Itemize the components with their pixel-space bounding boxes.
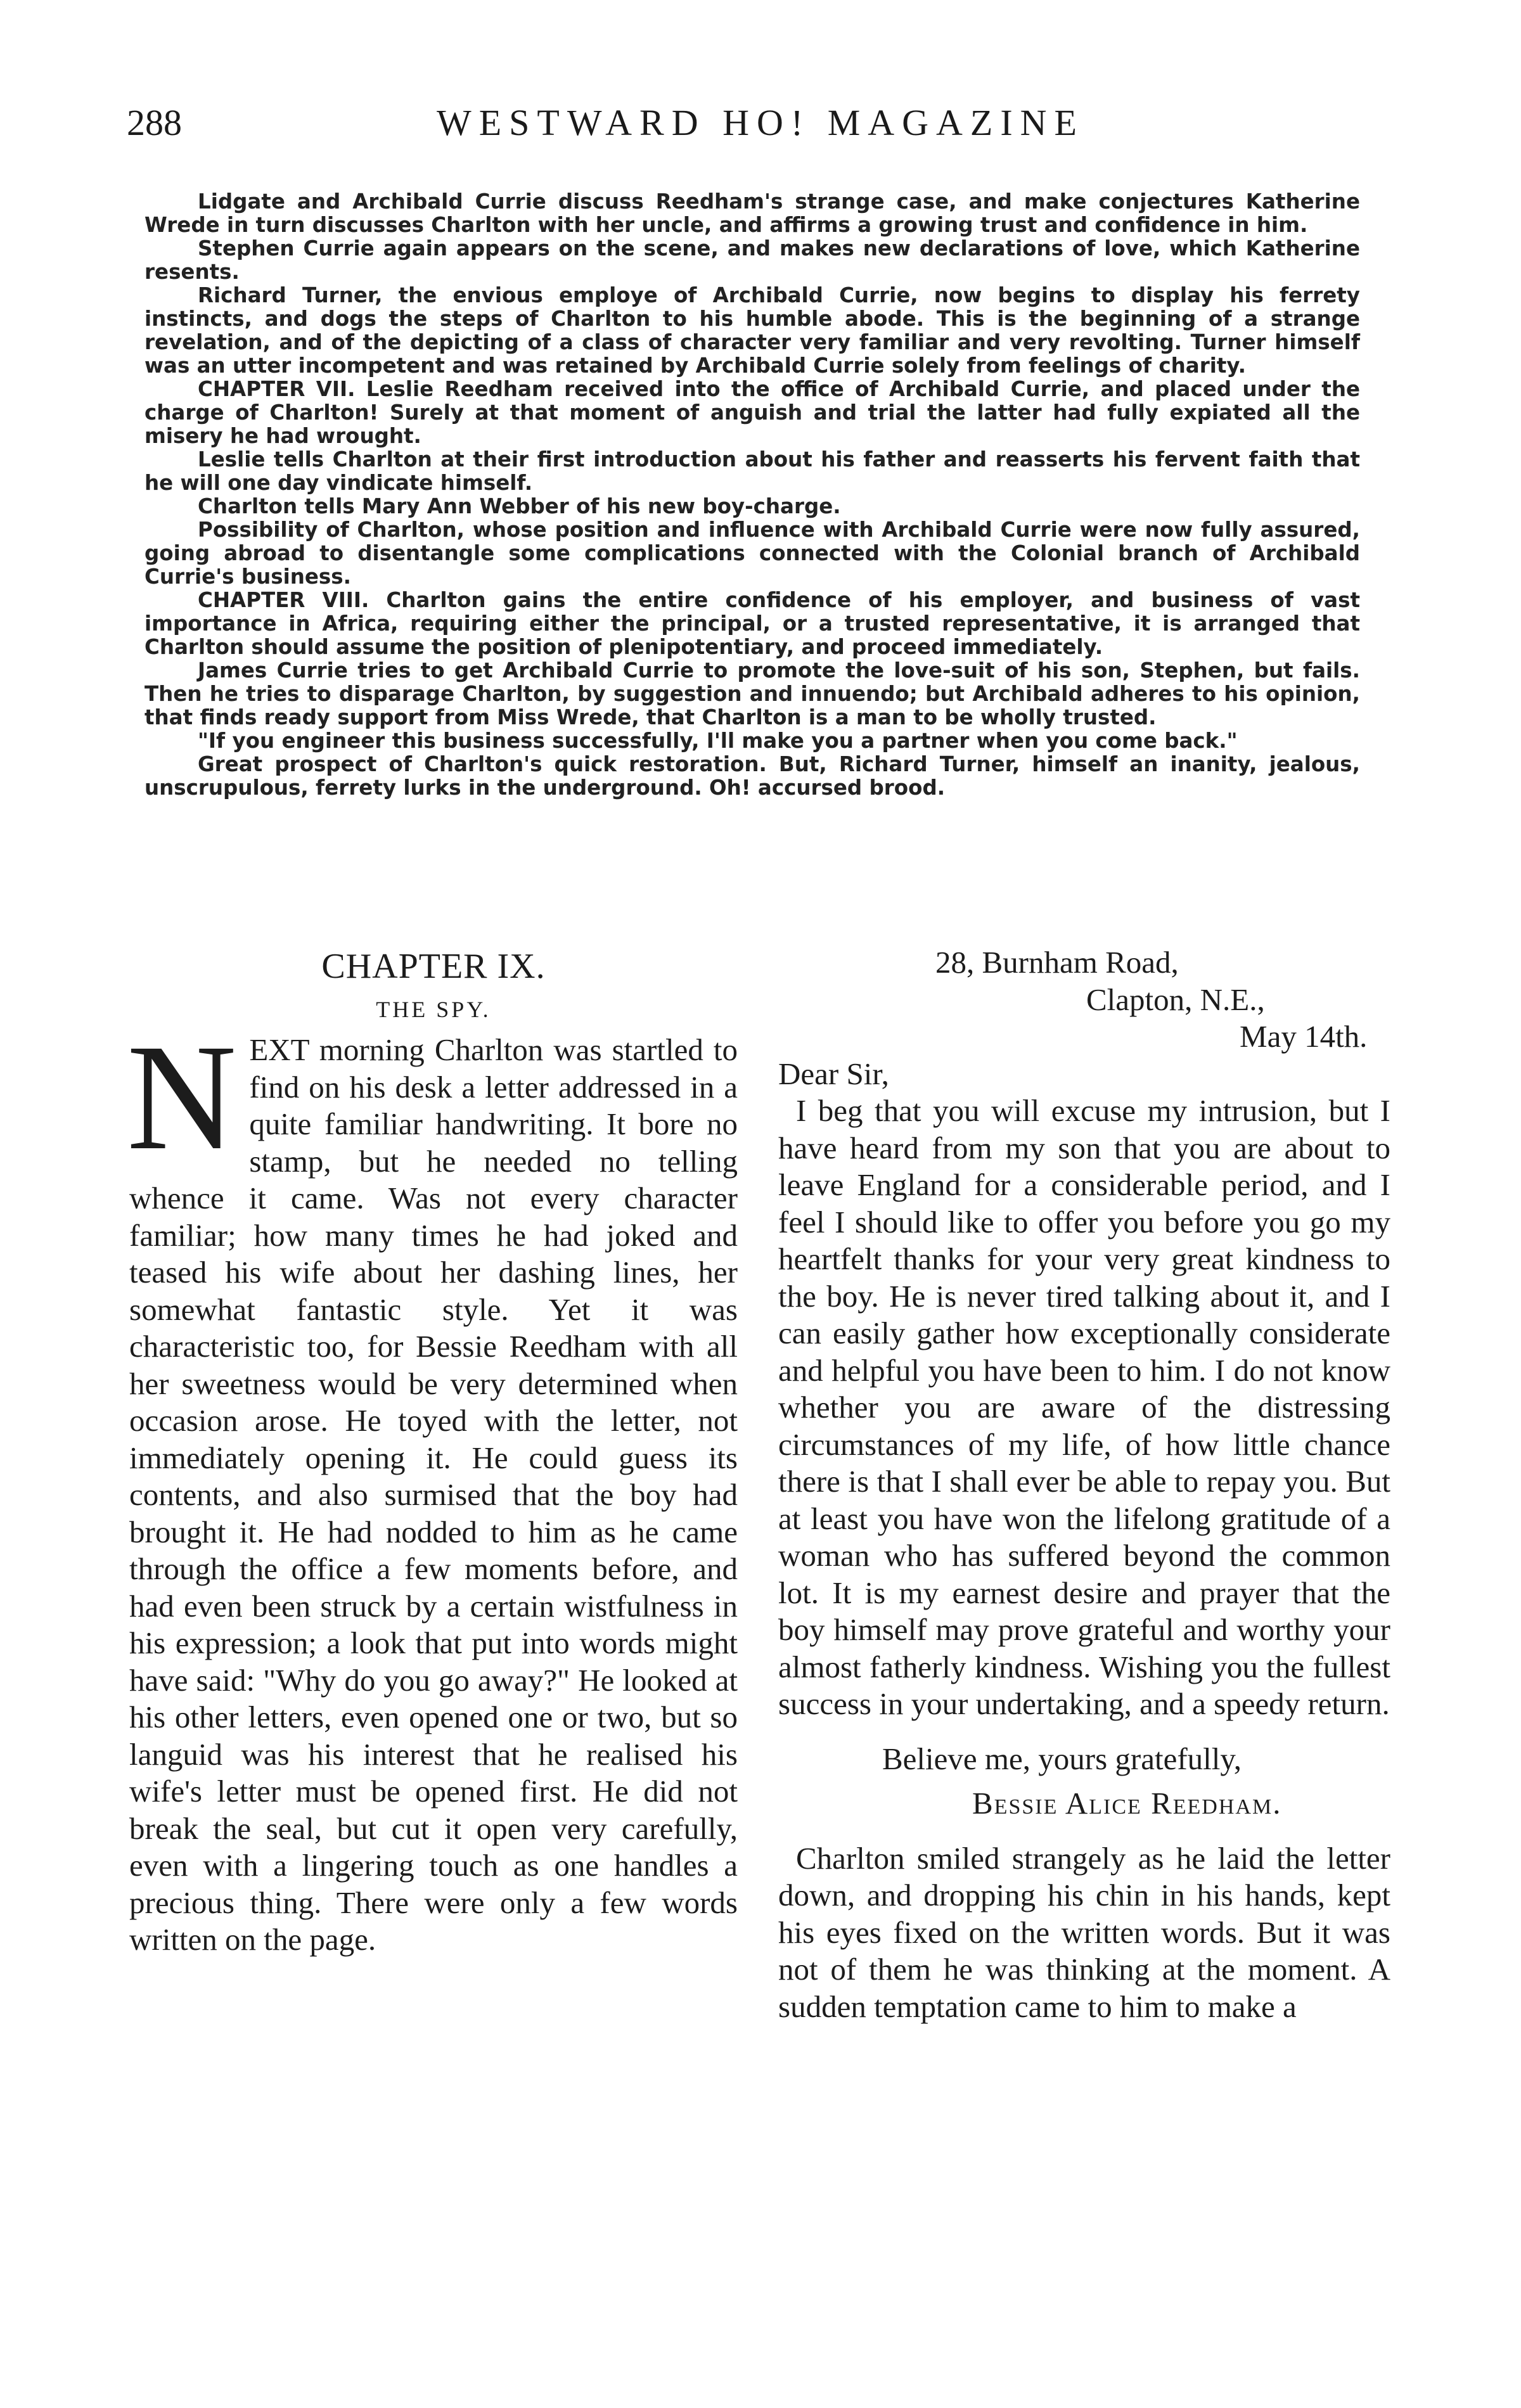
synopsis-paragraph: Possibility of Charlton, whose position and influence with Archibald Currie were now fully assured, going abroad to disentangle some complications connected with the Colonial branch of Archibald Currie's business. bbox=[144, 518, 1360, 589]
magazine-title: WESTWARD HO! MAGAZINE bbox=[436, 102, 1084, 143]
synopsis-paragraph: Richard Turner, the envious employe of Archibald Currie, now begins to display his ferrety instincts, and dogs the steps of Charlton to his humble abode. This is the beginning of a strange revelation, and of the depicting of a class of character very familiar and very revolting. Turner himself was an utter incompetent and was retained by Archibald Currie solely from feelings of charity. bbox=[144, 283, 1360, 378]
chapter-title: CHAPTER IX. bbox=[321, 947, 546, 986]
letter-closing: Believe me, yours gratefully, bbox=[882, 1741, 1242, 1776]
letter-heading bbox=[778, 944, 1390, 1056]
letter-date: May 14th. bbox=[1240, 1019, 1368, 1054]
letter-body: I beg that you will excuse my intrusion, but I have heard from my son that you are about to leave England for a considerable period, and I feel I should like to offer you before you go my heartfelt thanks for your very great kindness to the boy. He is never tired talking about it, and I can easily gather how exceptionally considerate and helpful you have been to him. I do not know whether you are aware of the distressing circumstances of my life, of how little chance there is that I shall ever be able to repay you. But at least you have won the lifelong gratitude of a woman who has suffered beyond the common lot. It is my earnest desire and prayer that the boy himself may prove grateful and worthy your almost fatherly kindness. Wishing you the fullest success in your undertaking, and a speedy return. bbox=[778, 1093, 1390, 1721]
synopsis-paragraph: Lidgate and Archibald Currie discuss Reedham's strange case, and make conjectures Katherine Wrede in turn discusses Charlton with her uncle, and affirms a growing trust and confidence in him. bbox=[144, 189, 1360, 237]
chapter-opening-paragraph bbox=[127, 1013, 738, 1959]
letter-salutation: Dear Sir, bbox=[778, 1056, 889, 1091]
synopsis-block bbox=[144, 190, 1360, 800]
chapter-subtitle: THE SPY. bbox=[376, 997, 491, 1022]
letter-address-line: 28, Burnham Road, bbox=[935, 945, 1179, 980]
left-column bbox=[129, 944, 738, 1959]
synopsis-paragraph: Leslie tells Charlton at their first introduction about his father and reasserts his fervent faith that he will one day vindicate himself. bbox=[144, 447, 1360, 495]
letter-signature: Bessie Alice Reedham. bbox=[972, 1786, 1282, 1821]
running-header bbox=[127, 101, 1394, 152]
synopsis-paragraph: James Currie tries to get Archibald Currie to promote the love-suit of his son, Stephen, but fails. Then he tries to disparage Charlton, by suggestion and innuendo; but Archibald adheres to his opinion, that finds ready support from Miss Wrede, that Charlton is a man to be wholly trusted. bbox=[144, 658, 1360, 729]
page-number: 288 bbox=[127, 102, 182, 143]
opening-paragraph-text: EXT morning Charlton was startled to find on his desk a letter addressed in a quite familiar handwriting. It bore no stamp, but he needed no telling whence it came. Was not every character familiar; how many times he had joked and teased his wife about her dashing lines, her somewhat fantastic style. Yet it was characteristic too, for Bessie Reedham with all her sweetness would be very determined when occasion arose. He toyed with the letter, not immediately opening it. He could guess its contents, and also surmised that the boy had brought it. He had nodded to him as he came through the office a few moments before, and had even been struck by a certain wistfulness in his expression; a look that put into words might have said: "Why do you go away?" He looked at his other letters, even opened one or two, but so languid was his interest that he realised his wife's letter must be opened first. He did not break the seal, but cut it open very carefully, even with a lingering touch as one handles a precious thing. There were only a few words written on the page. bbox=[129, 1032, 738, 1957]
letter-address-line: Clapton, N.E., bbox=[1086, 982, 1265, 1017]
synopsis-paragraph: CHAPTER VII. Leslie Reedham received into the office of Archibald Currie, and placed under the charge of Charlton! Surely at that moment of anguish and trial the latter had fully expiated all the misery he had wrought. bbox=[144, 377, 1360, 448]
synopsis-paragraph: "If you engineer this business successfully, I'll make you a partner when you come back." bbox=[198, 729, 1238, 753]
synopsis-paragraph: Stephen Currie again appears on the scene, and makes new declarations of love, which Katherine resents. bbox=[144, 236, 1360, 284]
after-letter-paragraph: Charlton smiled strangely as he laid the letter down, and dropping his chin in his hands, kept his eyes fixed on the written words. But it was not of them he was thinking at the moment. A sudden temptation came to him to make a bbox=[778, 1840, 1390, 2024]
drop-cap: N bbox=[127, 1013, 237, 1181]
synopsis-paragraph: CHAPTER VIII. Charlton gains the entire confidence of his employer, and business of vast importance in Africa, requiring either the principal, or a trusted representative, it is arranged that Charlton should assume the position of plenipotentiary, and proceed immediately. bbox=[144, 588, 1360, 659]
right-column bbox=[778, 944, 1390, 2025]
synopsis-paragraph: Great prospect of Charlton's quick restoration. But, Richard Turner, himself an inanity, jealous, unscrupulous, ferrety lurks in the underground. Oh! accursed brood. bbox=[144, 752, 1360, 800]
synopsis-paragraph: Charlton tells Mary Ann Webber of his new boy-charge. bbox=[198, 494, 841, 518]
